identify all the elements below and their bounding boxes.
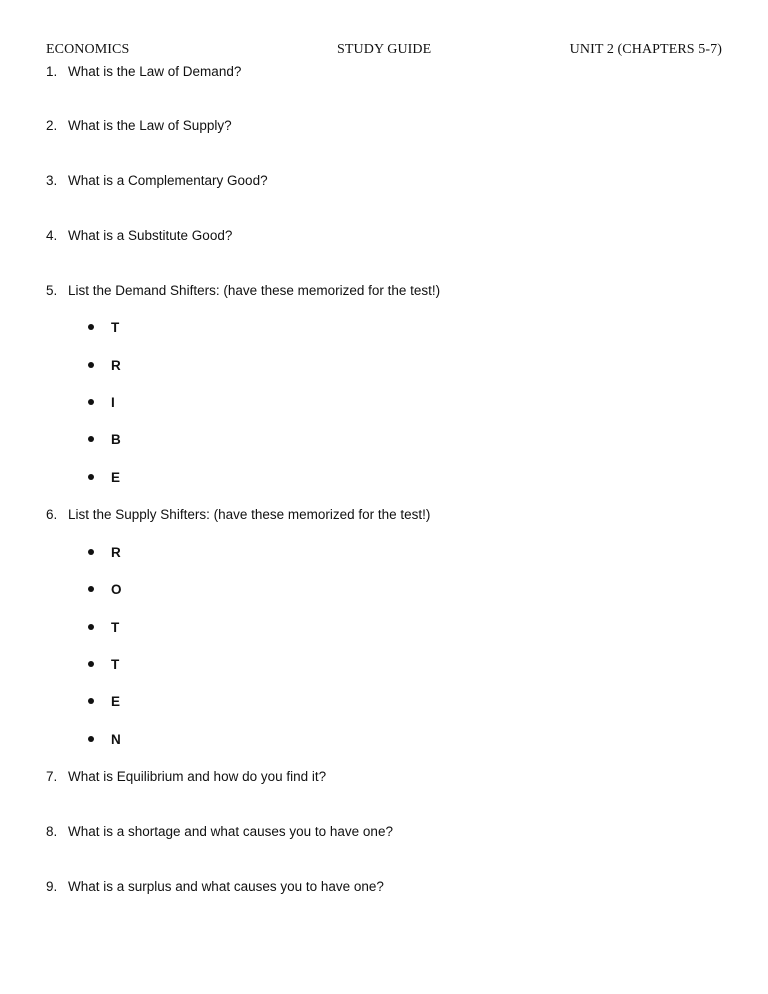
supply-shifter-item (88, 582, 122, 597)
question-text: What is the Law of Demand? (68, 64, 242, 79)
bullet-icon (88, 474, 94, 480)
bullet-icon (88, 549, 94, 555)
bullet-icon (88, 736, 94, 742)
shifter-letter: B (111, 432, 121, 447)
shifter-letter: I (111, 395, 115, 410)
question-number: 2. (46, 118, 58, 133)
bullet-icon (88, 436, 94, 442)
question-2 (46, 118, 232, 133)
bullet-icon (88, 586, 94, 592)
demand-shifter-item (88, 432, 121, 447)
bullet-icon (88, 624, 94, 630)
header-unit: UNIT 2 (CHAPTERS 5-7) (569, 42, 722, 57)
supply-shifter-item (88, 545, 121, 560)
question-number: 4. (46, 228, 58, 243)
header-title: STUDY GUIDE (337, 42, 432, 57)
shifter-letter: O (111, 582, 122, 597)
question-4 (46, 228, 232, 243)
bullet-icon (88, 362, 94, 368)
bullet-icon (88, 399, 94, 405)
question-number: 7. (46, 769, 58, 784)
shifter-letter: E (111, 470, 121, 485)
shifter-letter: R (111, 545, 121, 560)
question-3 (46, 173, 268, 188)
question-number: 3. (46, 173, 58, 188)
demand-shifter-item (88, 395, 115, 410)
question-text: What is a shortage and what causes you to have one? (68, 824, 393, 839)
supply-shifter-item (88, 620, 119, 635)
shifter-letter: T (111, 657, 120, 672)
question-text: What is a surplus and what causes you to have one? (68, 879, 384, 894)
bullet-icon (88, 698, 94, 704)
shifter-letter: N (111, 732, 121, 747)
question-number: 1. (46, 64, 58, 79)
question-text: List the Supply Shifters: (have these memorized for the test!) (68, 507, 431, 522)
question-8 (46, 824, 393, 839)
question-number: 6. (46, 507, 58, 522)
question-text: What is a Substitute Good? (68, 228, 233, 243)
question-number: 5. (46, 283, 58, 298)
supply-shifter-item (88, 657, 119, 672)
supply-shifter-item (88, 732, 121, 747)
shifter-letter: T (111, 320, 120, 335)
question-number: 9. (46, 879, 58, 894)
demand-shifter-item (88, 470, 120, 485)
question-text: What is a Complementary Good? (68, 173, 268, 188)
header-subject: ECONOMICS (46, 42, 130, 57)
question-6 (46, 507, 430, 522)
shifter-letter: R (111, 358, 121, 373)
question-7 (46, 769, 326, 784)
demand-shifter-item (88, 320, 119, 335)
question-number: 8. (46, 824, 58, 839)
question-text: What is Equilibrium and how do you find it? (68, 769, 327, 784)
demand-shifter-item (88, 358, 121, 373)
question-1 (46, 64, 241, 79)
page-header (46, 42, 726, 62)
shifter-letter: E (111, 694, 121, 709)
question-text: List the Demand Shifters: (have these memorized for the test!) (68, 283, 441, 298)
question-9 (46, 879, 384, 894)
bullet-icon (88, 661, 94, 667)
question-5 (46, 283, 440, 298)
bullet-icon (88, 324, 94, 330)
shifter-letter: T (111, 620, 120, 635)
question-text: What is the Law of Supply? (68, 118, 232, 133)
supply-shifter-item (88, 694, 120, 709)
